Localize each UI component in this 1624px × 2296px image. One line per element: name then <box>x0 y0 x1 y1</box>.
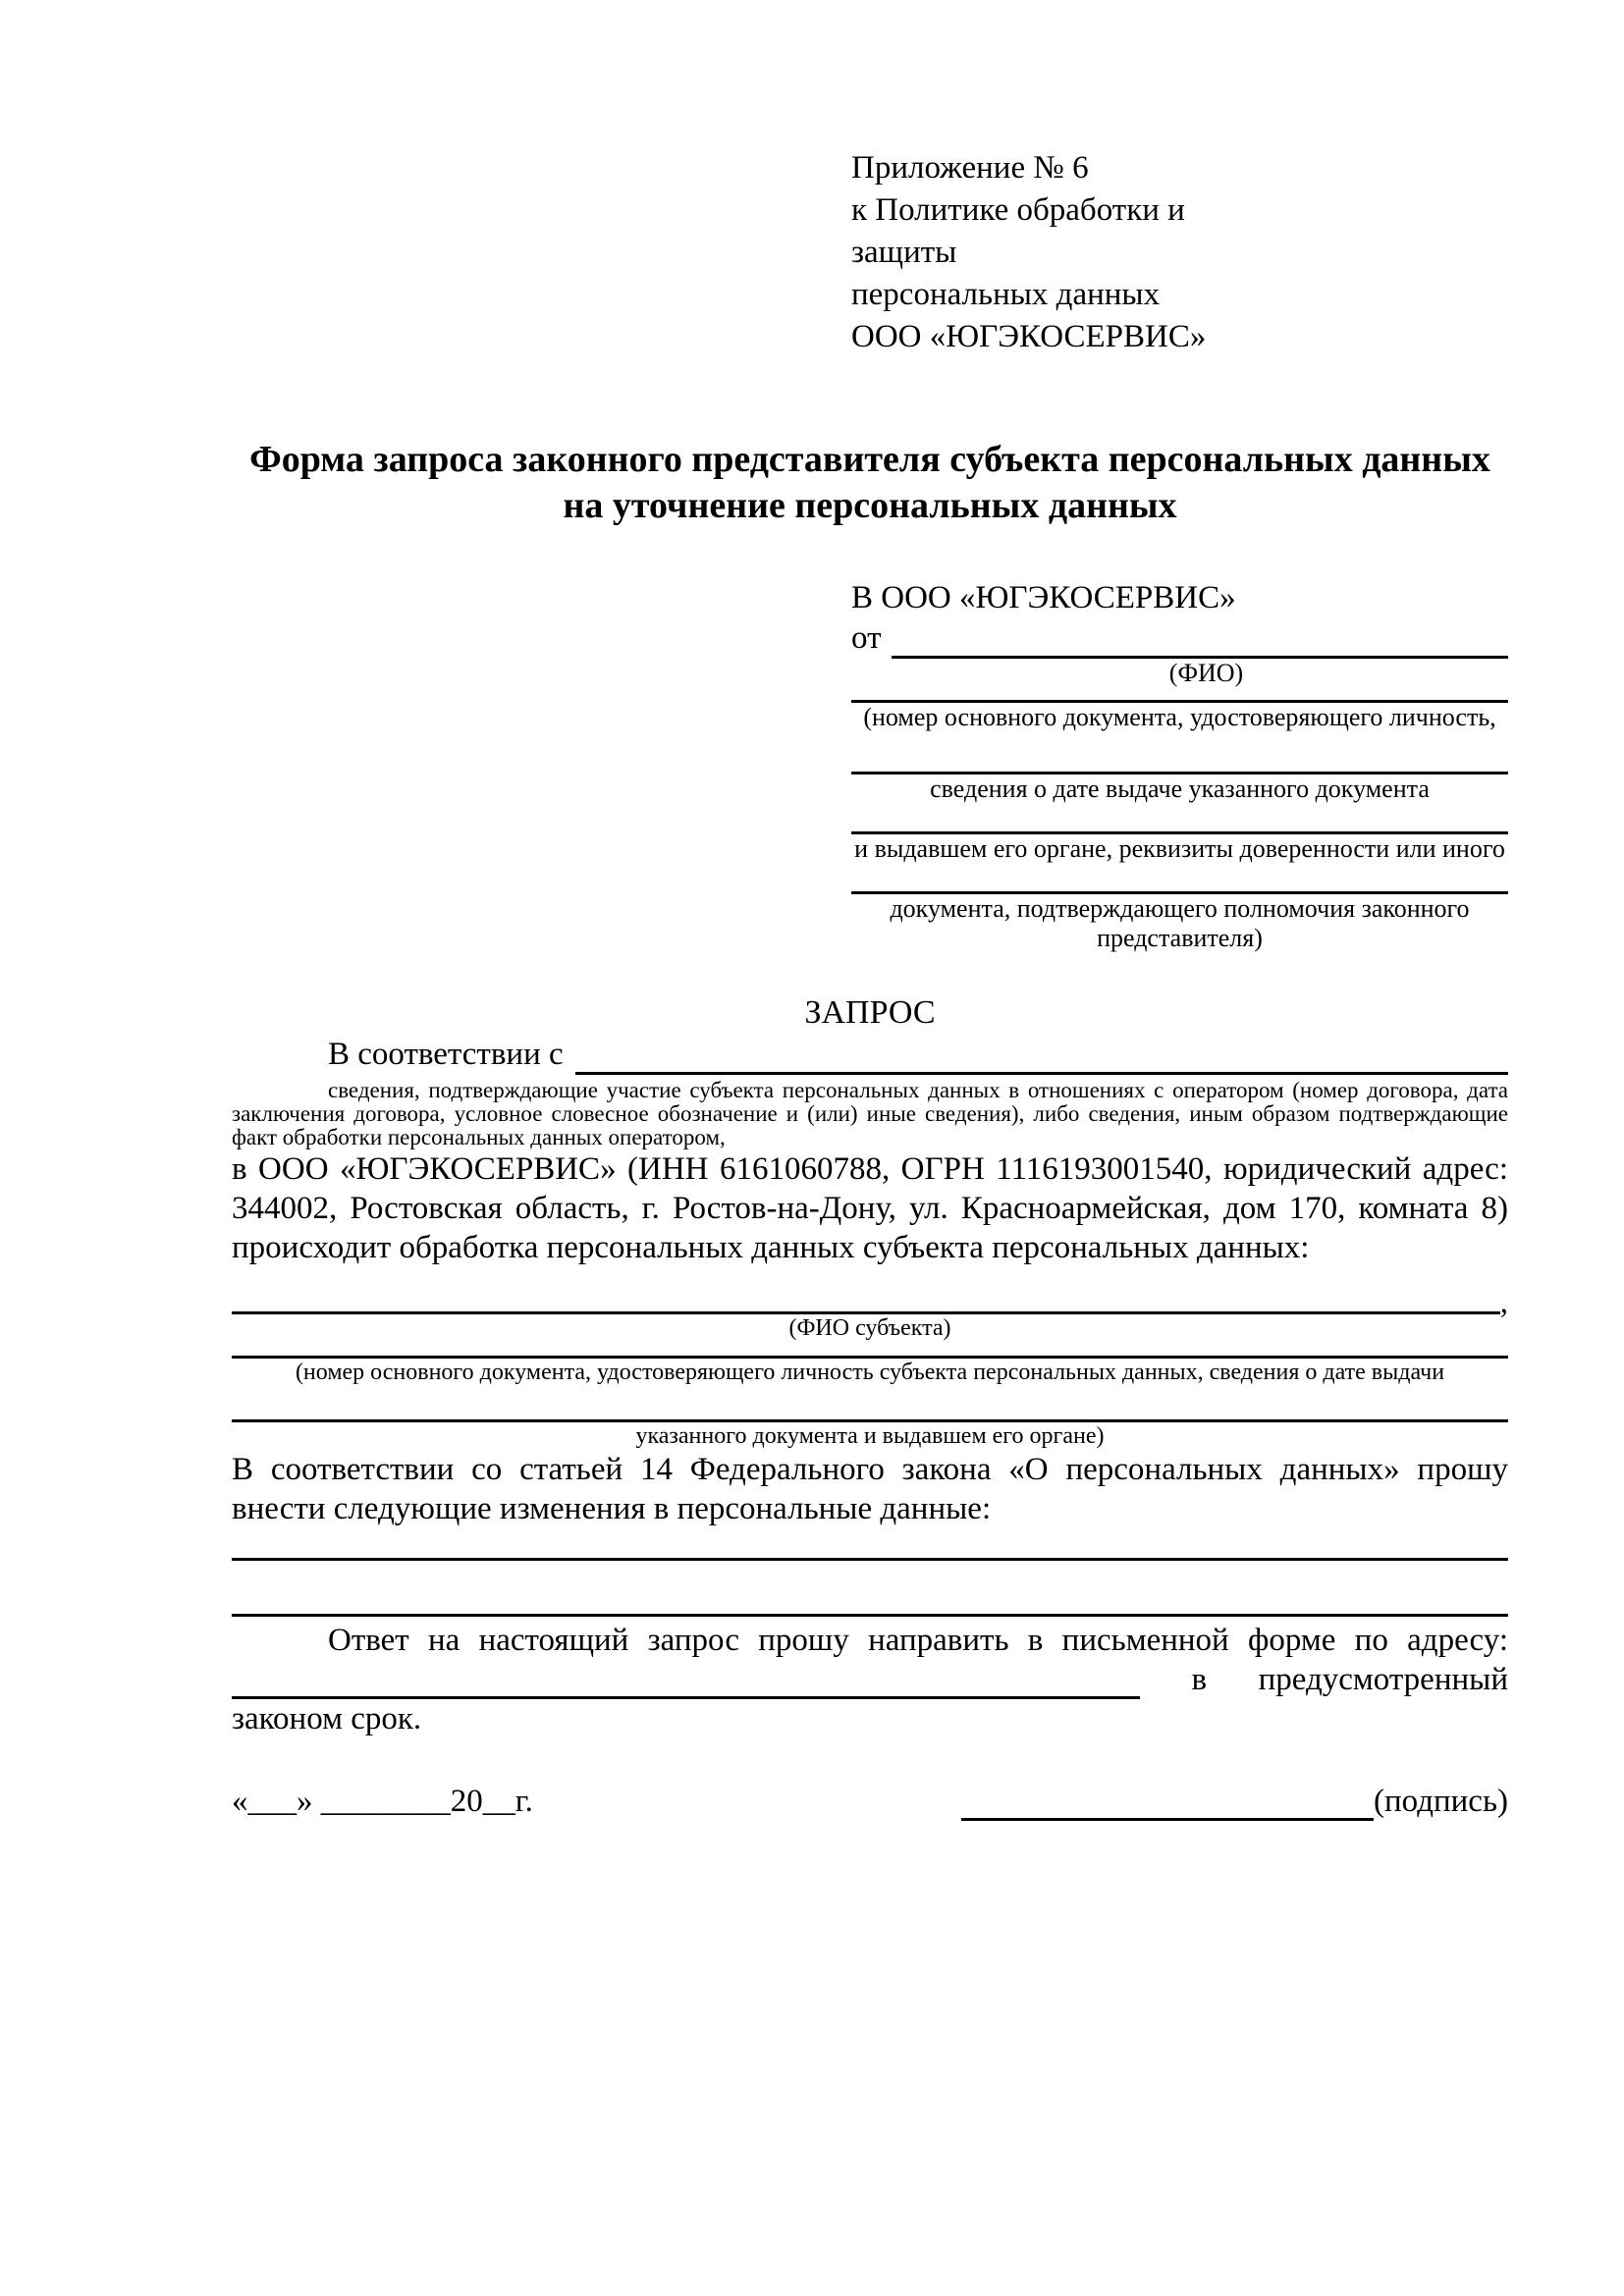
representative-doc-caption-1: (номер основного документа, удостоверяющего личность, <box>863 703 1496 731</box>
form-title-line-1: Форма запроса законного представителя субъекта персональных данных <box>249 439 1490 480</box>
representative-doc-row-3 <box>851 831 1508 864</box>
signature-caption: (подпись) <box>1374 1784 1508 1819</box>
representative-fio-blank-line <box>892 617 1509 659</box>
subject-fio-caption: (ФИО субъекта) <box>788 1315 951 1341</box>
request-intro-row <box>232 1034 1508 1075</box>
operator-paragraph: в ООО «ЮГЭКОСЕРВИС» (ИНН 6161060788, ОГРН 1116193001540, юридический адрес: 344002, Ростовская область, г. Ростов-на-Дону, ул. Красноармейская, дом 170, комната 8) происходит обработка персональных данных субъекта персональных данных: <box>232 1151 1508 1265</box>
form-title-line-2: на уточнение персональных данных <box>563 485 1177 526</box>
representative-doc-row-2 <box>851 772 1508 804</box>
changes-blank-line-1 <box>232 1558 1508 1561</box>
appendix-header <box>851 147 1276 358</box>
appendix-number: Приложение № 6 <box>851 150 1089 186</box>
from-row <box>851 617 1508 659</box>
answer-paragraph: Ответ на настоящий запрос прошу направить в письменной форме по адресу: <box>328 1623 1508 1658</box>
request-intro-label: В соответствии с <box>328 1037 564 1072</box>
answer-word-1: в <box>1191 1662 1208 1697</box>
relation-details-blank-line <box>575 1034 1508 1075</box>
answer-address-blank-line <box>232 1664 1140 1699</box>
changes-blank-line-2 <box>232 1614 1508 1617</box>
signature-area <box>961 1782 1508 1821</box>
subject-doc-caption-2: указанного документа и выдавшем его органе) <box>635 1423 1105 1449</box>
form-title <box>232 437 1508 529</box>
from-label: от <box>851 620 882 656</box>
date-signature-row <box>232 1782 1508 1821</box>
representative-doc-caption-2: сведения о дате выдаче указанного документа <box>930 774 1430 803</box>
fio-caption: (ФИО) <box>1168 659 1244 687</box>
addressee-company: В ООО «ЮГЭКОСЕРВИС» <box>851 580 1236 615</box>
answer-address-row <box>232 1660 1508 1699</box>
representative-doc-caption-3: и выдавшем его органе, реквизиты доверенности или иного <box>854 834 1505 863</box>
appendix-policy-line-1: к Политике обработки и защиты <box>851 192 1185 270</box>
representative-doc-row-4 <box>851 891 1508 953</box>
request-heading: ЗАПРОС <box>804 994 936 1031</box>
representative-doc-row-1 <box>851 700 1508 732</box>
appendix-policy-line-2: персональных данных <box>851 277 1161 312</box>
subject-doc-caption-1: (номер основного документа, удостоверяющего личность субъекта персональных данных, сведения о дате выдачи <box>295 1360 1445 1385</box>
date-blank: «___» ________20__г. <box>232 1784 533 1819</box>
representative-doc-caption-4: документа, подтверждающего полномочия законного представителя) <box>890 894 1470 952</box>
trailing-comma: , <box>1499 1285 1508 1320</box>
fine-print-note: сведения, подтверждающие участие субъекта персональных данных в отношениях с оператором (номер договора, дата заключения договора, условное словесное обозначение и (или) иные сведения), либо сведения, иным образом подтверждающие факт обработки персональных данных оператором, <box>232 1078 1508 1149</box>
answer-word-2: предусмотренный <box>1258 1662 1508 1697</box>
subject-fio-blank-line <box>232 1283 1500 1314</box>
subject-fio-row <box>232 1283 1508 1320</box>
addressee-block <box>851 578 1508 953</box>
answer-paragraph-end: законом срок. <box>232 1701 422 1736</box>
appendix-company-name: ООО «ЮГЭКОСЕРВИС» <box>851 319 1207 354</box>
law-paragraph: В соответствии со статьей 14 Федерального закона «О персональных данных» прошу внести следующие изменения в персональные данные: <box>232 1452 1508 1526</box>
signature-blank-line <box>961 1786 1374 1821</box>
